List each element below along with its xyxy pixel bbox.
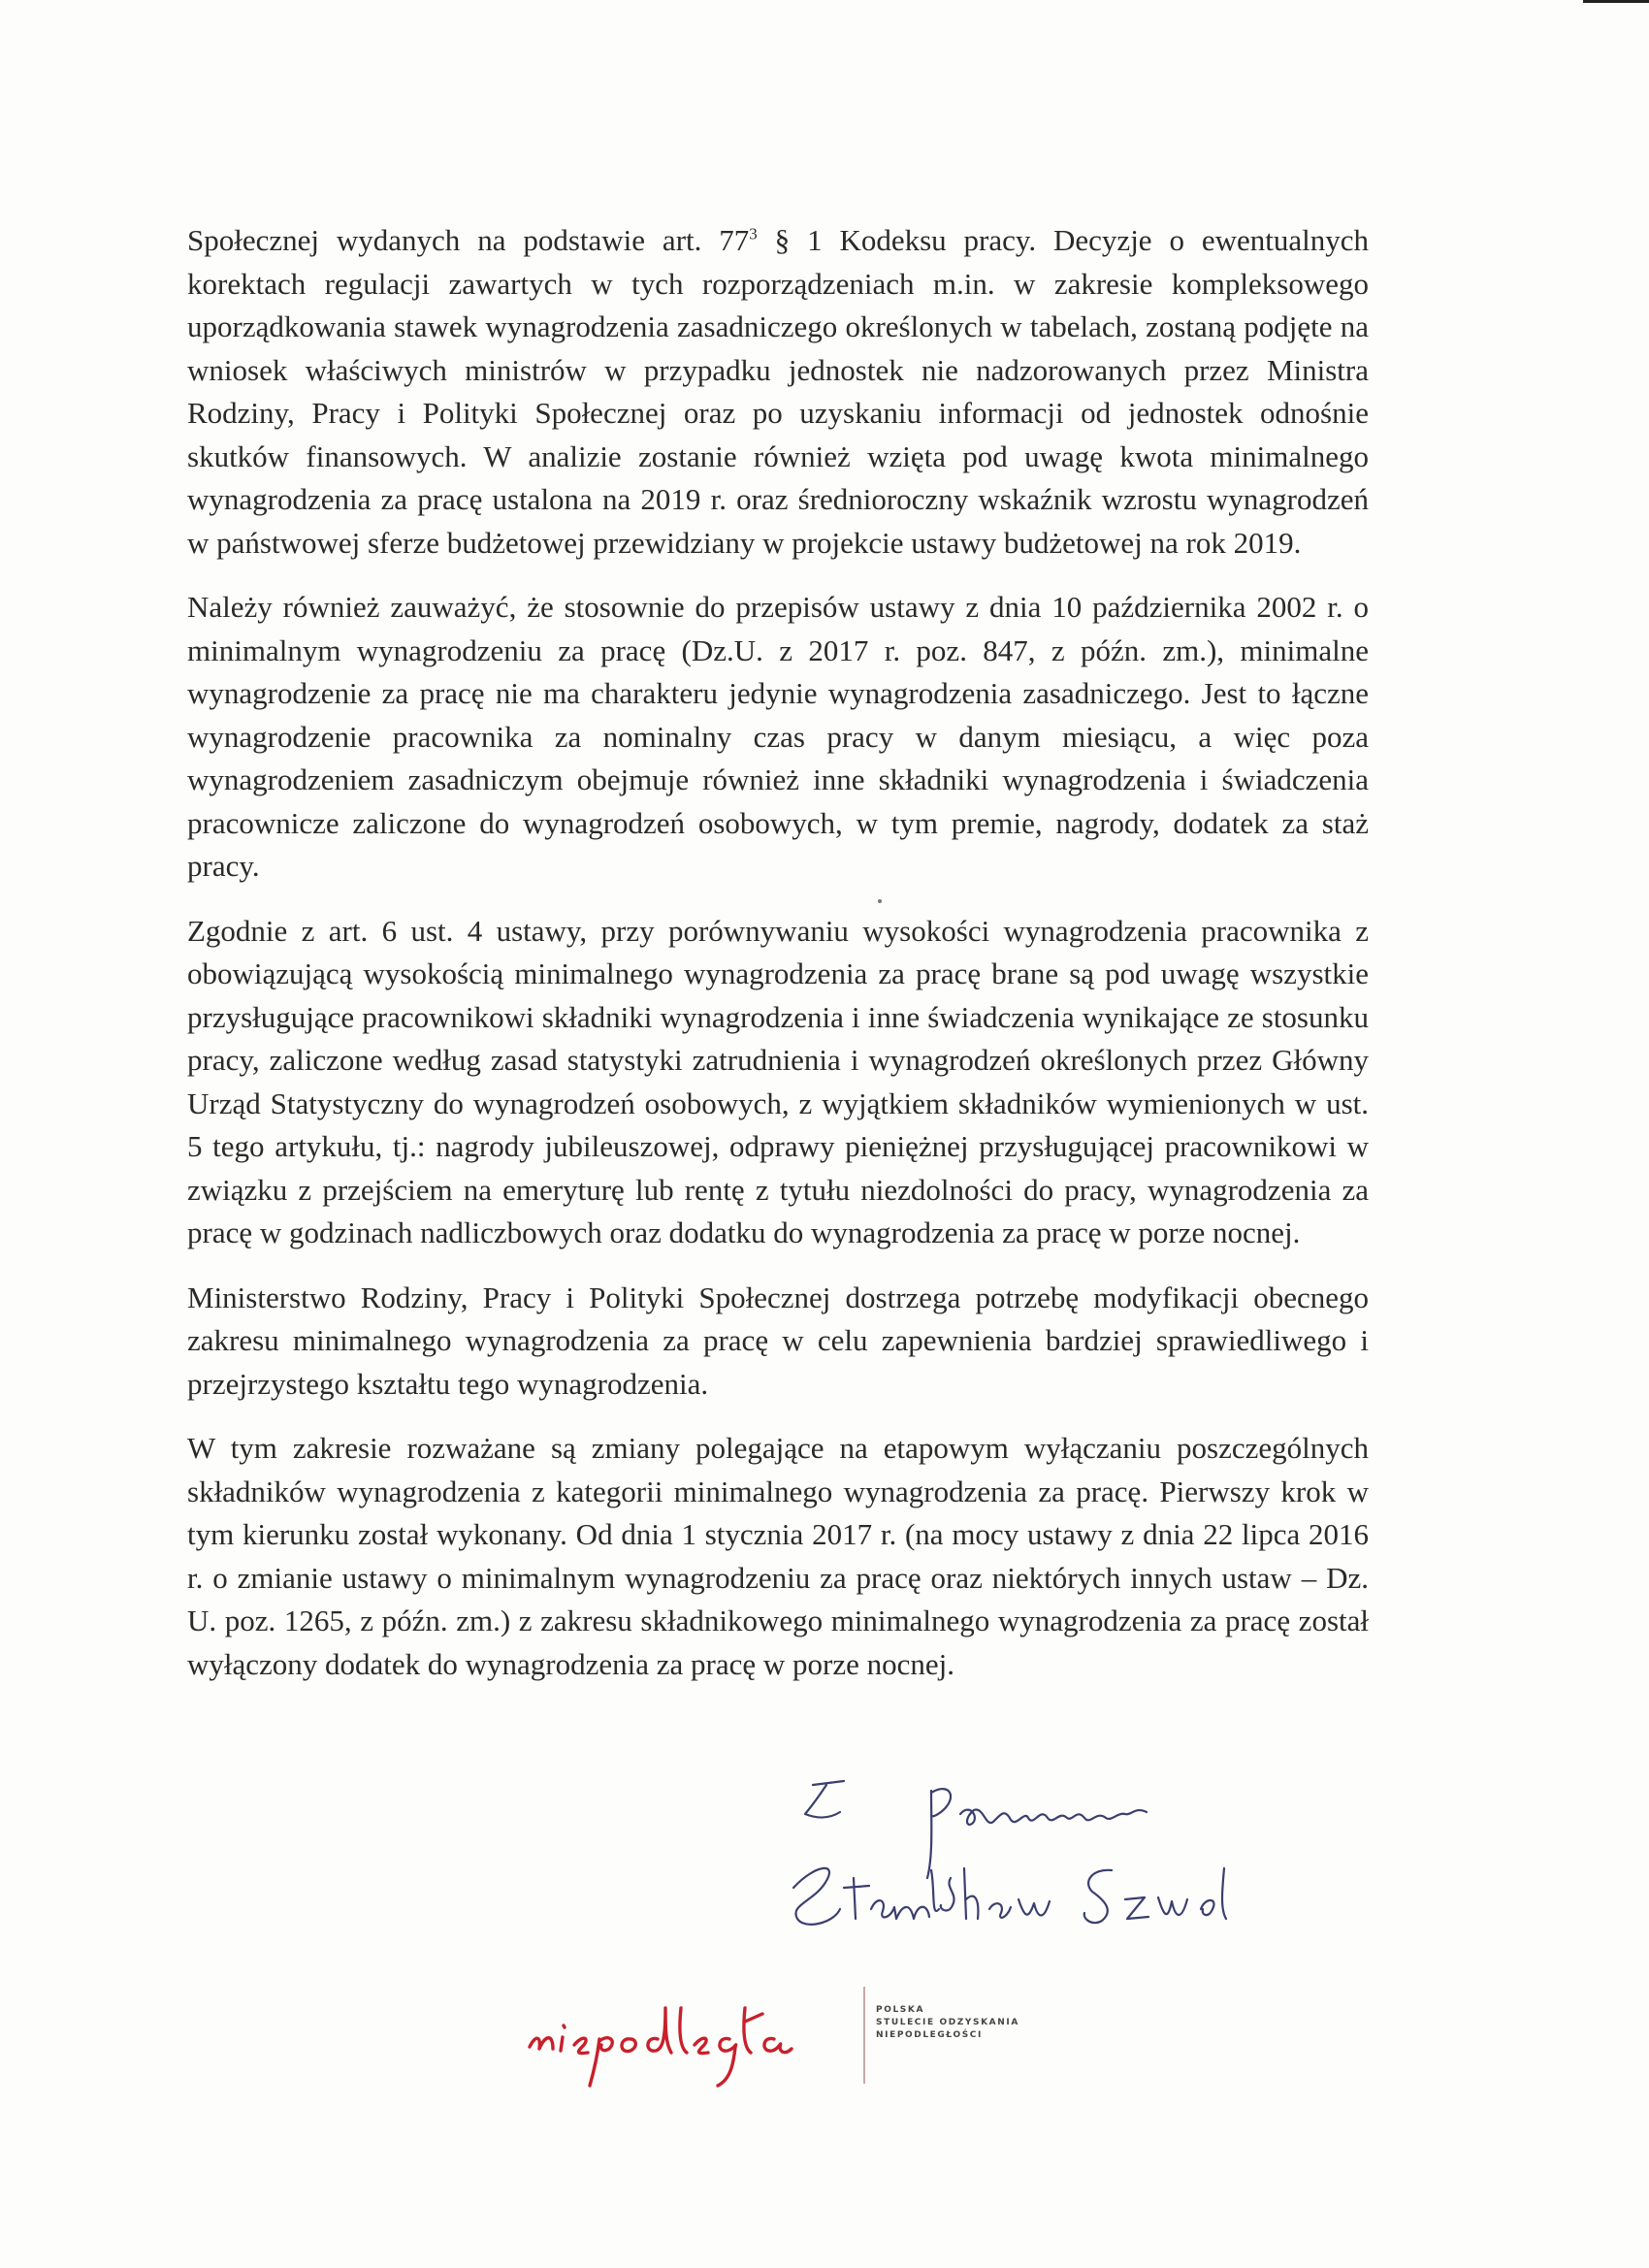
scan-edge-mark: [1583, 0, 1649, 3]
logo-divider: [863, 1987, 865, 2084]
paragraph-2: Należy również zauważyć, że stosownie do przepisów ustawy z dnia 10 października 2002 r. o minimalnym wynagrodzeniu za pracę (Dz.U. z 2017 r. poz. 847, z późn. zm.), minimalne wynagrodzenie za pracę nie ma charakteru jedynie wynagrodzenia zasadniczego. Jest to łączne wynagrodzenie pracownika za nominalny czas pracy w danym miesiącu, a więc poza wynagrodzeniem zasadniczym obejmuje również inne składniki wynagrodzenia i świadczenia pracownicze zaliczone do wynagrodzeń osobowych, w tym premie, nagrody, dodatek za staż pracy.: [187, 590, 1369, 883]
paragraph-4: Ministerstwo Rodziny, Pracy i Polityki Społecznej dostrzega potrzebę modyfikacji obecnego zakresu minimalnego wynagrodzenia za pracę w celu zapewnienia bardziej sprawiedliwego i przejrzystego kształtu tego wynagrodzenia.: [187, 1280, 1369, 1401]
paragraph-5: W tym zakresie rozważane są zmiany polegające na etapowym wyłączaniu poszczególnych składników wynagrodzenia z kategorii minimalnego wynagrodzenia za pracę. Pierwszy krok w tym kierunku został wykonany. Od dnia 1 stycznia 2017 r. (na mocy ustawy z dnia 22 lipca 2016 r. o zmianie ustawy o minimalnym wynagrodzeniu za pracę oraz niektórych innych ustaw – Dz. U. poz. 1265, z późn. zm.) z zakresu składnikowego minimalnego wynagrodzenia za pracę został wyłączony dodatek do wynagrodzenia za pracę w porze nocnej.: [187, 1431, 1369, 1681]
logo-caption: [876, 2004, 1051, 2042]
paragraph-3: Zgodnie z art. 6 ust. 4 ustawy, przy porównywaniu wysokości wynagrodzenia pracownika z obowiązującą wysokością minimalnego wynagrodzenia za pracę brane są pod uwagę wszystkie przysługujące pracownikowi składniki wynagrodzenia i inne świadczenia wynikające ze stosunku pracy, zaliczone według zasad statystyki zatrudnienia i wynagrodzeń określonych przez Główny Urząd Statystyczny do wynagrodzeń osobowych, z wyjątkiem składników wymienionych w ust. 5 tego artykułu, tj.: nagrody jubileuszowej, odprawy pieniężnej przysługującej pracownikowi w związku z przejściem na emeryturę lub rentę z tytułu niezdolności do pracy, wynagrodzenia za pracę w godzinach nadliczbowych oraz dodatku do wynagrodzenia za pracę w porze nocnej.: [187, 913, 1369, 1249]
niepodlegla-script-logo: [524, 1979, 854, 2095]
independence-centenary-logo: [524, 1979, 1048, 2095]
handwritten-signature: [786, 1764, 1290, 1958]
paragraph-1: [187, 219, 1369, 565]
scan-speck: [878, 899, 882, 903]
logo-caption-line-1: POLSKA: [876, 2005, 925, 2015]
article-superscript: 3: [749, 224, 758, 243]
paragraph-1-start: Społecznej wydanych na podstawie art. 77: [187, 223, 750, 257]
paragraph-1-rest: § 1 Kodeksu pracy. Decyzje o ewentualnych korektach regulacji zawartych w tych rozporządzeniach m.in. w zakresie kompleksowego uporządkowania stawek wynagrodzenia zasadniczego określonych w tabelach, zostaną podjęte na wniosek właściwych ministrów w przypadku jednostek nie nadzorowanych przez Ministra Rodziny, Pracy i Polityki Społecznej oraz po uzyskaniu informacji od jednostek odnośnie skutków finansowych. W analizie zostanie również wzięta pod uwagę kwota minimalnego wynagrodzenia za pracę ustalona na 2019 r. oraz średnioroczny wskaźnik wzrostu wynagrodzeń w państwowej sferze budżetowej przewidziany w projekcie ustawy budżetowej na rok 2019.: [187, 223, 1370, 560]
letter-body: [187, 219, 1369, 1707]
logo-caption-line-2: STULECIE ODZYSKANIA: [876, 2018, 1019, 2027]
logo-caption-line-3: NIEPODLEGŁOŚCI: [876, 2030, 983, 2040]
